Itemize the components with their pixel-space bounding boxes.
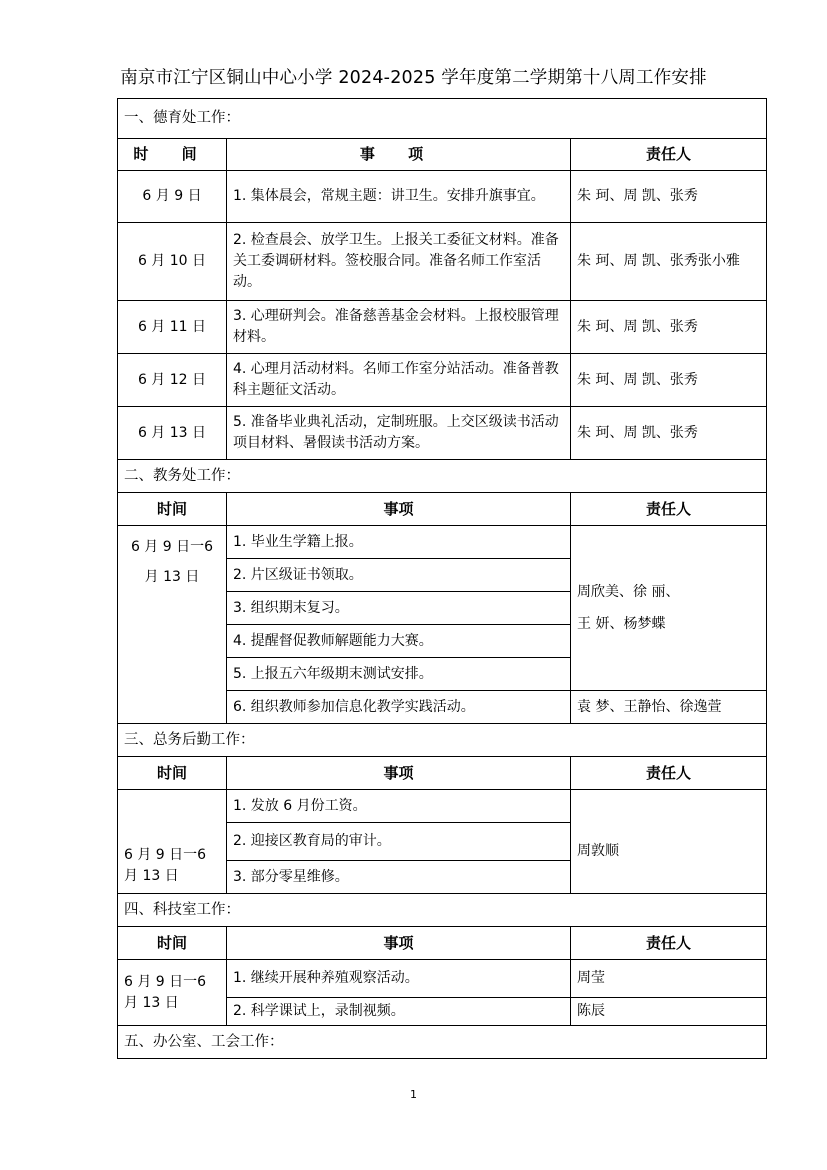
person-cell: 周莹 [571,960,767,998]
table-row [118,526,767,559]
date-cell: 6 月 9 日 [118,171,227,223]
person-cell: 陈辰 [571,998,767,1026]
table-row [118,223,767,301]
person-cell: 周敦顺 [571,790,767,894]
header-row [118,493,767,526]
item-cell: 6. 组织教师参加信息化教学实践活动。 [227,691,571,724]
item-cell: 2. 片区级证书领取。 [227,559,571,592]
section-heading-row [118,724,767,757]
person-line: 王 妍、杨梦蝶 [577,616,666,632]
person-cell [571,526,767,691]
date-cell: 6 月 11 日 [118,301,227,354]
section-title-technology: 四、科技室工作： [118,894,767,927]
item-cell: 1. 发放 6 月份工资。 [227,790,571,823]
header-item: 事项 [227,757,571,790]
date-line: 月 13 日 [124,994,179,1011]
header-item: 事项 [227,927,571,960]
date-cell: 6 月 10 日 [118,223,227,301]
header-row [118,139,767,171]
document-title: 南京市江宁区铜山中心小学 2024-2025 学年度第二学期第十八周工作安排 [120,68,707,88]
section-title-academic: 二、教务处工作： [118,460,767,493]
table-row [118,790,767,823]
table-row [118,301,767,354]
header-item: 事项 [227,493,571,526]
item-cell: 5. 上报五六年级期末测试安排。 [227,658,571,691]
item-cell: 1. 毕业生学籍上报。 [227,526,571,559]
header-time: 时间 [118,927,227,960]
date-cell: 6 月 13 日 [118,407,227,460]
page-number: 1 [410,1088,417,1101]
date-cell [118,790,227,894]
item-cell: 4. 心理月活动材料。名师工作室分站活动。准备普教科主题征文活动。 [227,354,571,407]
section-heading-row [118,894,767,927]
section-heading-row [118,1026,767,1059]
item-cell: 3. 组织期末复习。 [227,592,571,625]
person-line: 周欣美、徐 丽、 [577,584,680,600]
item-cell: 4. 提醒督促教师解题能力大赛。 [227,625,571,658]
section-title-logistics: 三、总务后勤工作： [118,724,767,757]
header-time: 时 间 [118,139,227,171]
person-cell: 朱 珂、周 凯、张秀 [571,354,767,407]
header-row [118,757,767,790]
item-cell: 2. 迎接区教育局的审计。 [227,823,571,861]
item-cell: 2. 检查晨会、放学卫生。上报关工委征文材料。准备关工委调研材料。签校服合同。准备名师工作室活动。 [227,223,571,301]
header-person: 责任人 [571,493,767,526]
header-time: 时间 [118,493,227,526]
item-cell: 1. 集体晨会，常规主题：讲卫生。安排升旗事宜。 [227,171,571,223]
section-heading-row [118,460,767,493]
header-row [118,927,767,960]
person-cell: 朱 珂、周 凯、张秀张小雅 [571,223,767,301]
date-line: 月 13 日 [124,868,179,884]
table-row [118,407,767,460]
item-cell: 3. 心理研判会。准备慈善基金会材料。上报校服管理材料。 [227,301,571,354]
item-cell: 2. 科学课试上，录制视频。 [227,998,571,1026]
header-person: 责任人 [571,757,767,790]
item-cell: 1. 继续开展种养殖观察活动。 [227,960,571,998]
item-cell: 5. 准备毕业典礼活动，定制班服。上交区级读书活动项目材料、暑假读书活动方案。 [227,407,571,460]
header-item: 事 项 [227,139,571,171]
date-line: 月 13 日 [144,569,200,585]
person-cell: 朱 珂、周 凯、张秀 [571,407,767,460]
person-cell: 朱 珂、周 凯、张秀 [571,171,767,223]
table-row [118,171,767,223]
date-line: 6 月 9 日一6 [124,973,207,990]
date-line: 6 月 9 日一6 [130,539,214,555]
item-cell: 3. 部分零星维修。 [227,861,571,894]
date-cell [118,526,227,724]
section-title-office-union: 五、办公室、工会工作： [118,1026,767,1059]
person-cell: 袁 梦、王静怡、徐逸萱 [571,691,767,724]
date-cell [118,960,227,1026]
header-person: 责任人 [571,139,767,171]
section-heading-row [118,99,767,139]
header-person: 责任人 [571,927,767,960]
table-row [118,960,767,998]
date-line: 6 月 9 日一6 [124,847,207,863]
schedule-table [117,98,767,1059]
section-title-moral: 一、德育处工作： [118,99,767,139]
header-time: 时间 [118,757,227,790]
table-row [118,354,767,407]
person-cell: 朱 珂、周 凯、张秀 [571,301,767,354]
date-cell: 6 月 12 日 [118,354,227,407]
